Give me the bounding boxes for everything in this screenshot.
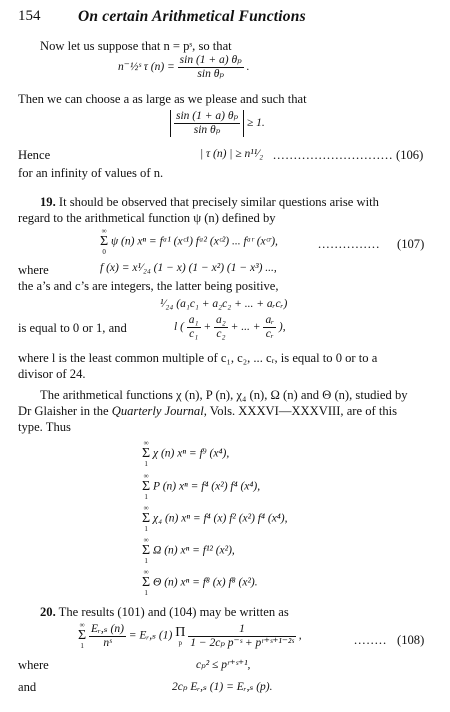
- summation-symbol: [100, 228, 108, 256]
- fraction-numerator: sin (1 + a) θₚ: [179, 54, 242, 66]
- leader-dots: .............................: [273, 148, 394, 162]
- equation-108-middle: = Eᵣ,ₛ (1): [128, 629, 173, 642]
- absolute-value: [170, 110, 244, 137]
- product-sign: Π: [175, 624, 186, 640]
- summation-symbol: [142, 569, 150, 597]
- sum-upper-limit: ∞: [79, 621, 85, 629]
- text-line: Then we can choose a as large as we please and such that: [18, 92, 307, 106]
- text-line: The arithmetical functions χ (n), P (n), χ₄ (n), Ω (n) and Θ (n), studied by: [40, 388, 408, 402]
- sum-sign: Σ: [142, 479, 151, 494]
- equation-107-body: ψ (n) xⁿ = fᵃ¹ (xᶜ¹) fᵃ² (xᶜ²) ... fᵃʳ (xᶜʳ),: [111, 235, 278, 248]
- summation-symbol: [142, 440, 150, 468]
- paragraph-text: It should be observed that precisely similar questions arise with: [58, 195, 379, 209]
- text-line: type. Thus: [18, 420, 71, 434]
- fraction-denominator: c₂: [216, 328, 226, 340]
- sum-lower-limit: 0: [102, 248, 106, 256]
- fraction-numerator: 1: [188, 623, 296, 637]
- paragraph-19-line-1: [40, 194, 379, 210]
- equation-number-106: (106): [396, 148, 424, 162]
- text-line: divisor of 24.: [18, 367, 86, 381]
- plus-sign: +: [203, 321, 212, 334]
- equation-2-rhs: ≥ 1.: [246, 117, 265, 130]
- sum-upper-limit: ∞: [143, 439, 149, 447]
- summation-symbol: [142, 473, 150, 501]
- equation-number-107: (107): [397, 237, 425, 251]
- sum-sign: Σ: [142, 446, 151, 461]
- fraction-denominator: sin θₚ: [197, 68, 224, 80]
- series-body: Ω (n) xⁿ = f¹² (x²),: [153, 544, 235, 557]
- series-chi: [142, 440, 229, 468]
- equation-l-start: l (: [174, 321, 184, 334]
- fraction-denominator: c₁: [189, 328, 199, 340]
- equation-1-lhs: n⁻½ˢ τ (n) =: [118, 61, 175, 74]
- series-body: P (n) xⁿ = f⁴ (x²) f⁴ (x⁴),: [153, 480, 261, 493]
- text-hence: Hence: [18, 148, 51, 162]
- fraction-denominator: nˢ: [103, 636, 112, 649]
- equation-1-fraction: [178, 54, 244, 81]
- equation-107: [100, 228, 278, 256]
- sum-sign: Σ: [78, 628, 87, 643]
- text-line: is equal to 0 or 1, and: [18, 321, 127, 335]
- fraction-numerator: Eᵣ,ₛ (n): [91, 622, 124, 635]
- sum-lower-limit: 1: [144, 493, 148, 501]
- text-line: where l is the least common multiple of c₁, c₂, ... cᵣ, is equal to 0 or to a: [18, 351, 378, 365]
- text-and: and: [18, 680, 37, 694]
- series-theta: [142, 569, 258, 597]
- sum-sign: Σ: [142, 511, 151, 526]
- equation-106: | τ (n) | ≥ n¹¹⁄₂: [200, 148, 264, 160]
- equation-sum-24: ¹⁄₂₄ (a₁c₁ + a₂c₂ + ... + aᵣcᵣ): [160, 298, 288, 310]
- fraction-denominator: cᵣ: [265, 328, 274, 340]
- fraction-numerator: aᵣ: [265, 314, 275, 326]
- leader-dots: ........: [354, 633, 388, 647]
- series-body: χ (n) xⁿ = f⁹ (x⁴),: [153, 447, 230, 460]
- text-line: Now let us suppose that n = pˢ, so that: [40, 39, 232, 53]
- fraction-denominator: 1 − 2cₚ p⁻ˢ + pʳ⁺ˢ⁺¹⁻²ˢ: [190, 636, 294, 649]
- section-number-19: 19.: [40, 195, 56, 209]
- fraction-numerator: a₁: [188, 314, 199, 326]
- text-where: where: [18, 263, 49, 277]
- page-number: 154: [18, 8, 41, 24]
- equation-last: 2cₚ Eᵣ,ₛ (1) = Eᵣ,ₛ (p).: [172, 681, 273, 693]
- fraction-numerator: sin (1 + a) θₚ: [176, 110, 239, 122]
- summation-symbol: [142, 505, 150, 533]
- equation-l-end: ),: [278, 321, 286, 334]
- equation-2: [170, 110, 265, 137]
- fraction-a1-c1: [187, 314, 201, 341]
- sum-lower-limit: 1: [144, 460, 148, 468]
- sum-upper-limit: ∞: [143, 568, 149, 576]
- sum-upper-limit: ∞: [143, 536, 149, 544]
- fraction-numerator: a₂: [216, 314, 226, 326]
- section-number-20: 20.: [40, 605, 56, 619]
- equation-2-fraction: [174, 110, 240, 137]
- paragraph-20-line-1: [40, 604, 289, 620]
- text-segment: , Vols. XXXVI—XXXVIII, are of this: [203, 404, 398, 418]
- fraction-denominator: sin θₚ: [193, 124, 221, 136]
- sum-upper-limit: ∞: [101, 227, 107, 235]
- series-body: χ₄ (n) xⁿ = f⁴ (x) f² (x²) f⁴ (x⁴),: [153, 512, 288, 525]
- series-chi4: [142, 505, 288, 533]
- sum-lower-limit: 1: [144, 525, 148, 533]
- sum-lower-limit: 1: [144, 557, 148, 565]
- ellipsis-terms: + ... +: [230, 321, 261, 334]
- text-line: for an infinity of values of n.: [18, 166, 164, 180]
- sum-upper-limit: ∞: [143, 504, 149, 512]
- text-line-glaisher: [18, 403, 397, 419]
- equation-108: ∞ Σ 1 $\frac{\text{Eᵣ,ₛ (n)}}{\text{nˢ}}$ = Eᵣ,ₛ (1) Π p $\frac{1}{\text{1 − 2cₚ p⁻ˢ + pʳ⁺ˢ⁺¹⁻²ˢ}}$ ,: [78, 621, 302, 650]
- fraction-euler-factor: [188, 623, 296, 650]
- equation-l: [174, 314, 286, 341]
- equation-1: n⁻½ˢ τ (n) = $\frac{\text{sin (1 + a) θₚ}}{\text{sin θₚ}}$ .: [118, 54, 250, 80]
- sum-upper-limit: ∞: [143, 472, 149, 480]
- text-where: where: [18, 658, 49, 672]
- fraction-e-over-n: [89, 623, 126, 650]
- series-p: [142, 473, 260, 501]
- equation-number-108: (108): [397, 633, 425, 647]
- text-line: the a’s and c’s are integers, the latter being positive,: [18, 279, 279, 293]
- page-header: [18, 8, 438, 28]
- series-body: Θ (n) xⁿ = f⁸ (x) f⁸ (x²).: [153, 576, 258, 589]
- fraction-a2-c2: [214, 314, 228, 341]
- text-segment: Dr Glaisher in the: [18, 404, 112, 418]
- product-symbol: [175, 626, 185, 647]
- sum-lower-limit: 1: [80, 642, 84, 650]
- equation-cp-bound: cₚ² ≤ pʳ⁺ˢ⁺¹,: [196, 659, 251, 671]
- summation-symbol: [78, 622, 86, 650]
- sum-sign: Σ: [100, 234, 109, 249]
- summation-symbol: [142, 537, 150, 565]
- running-title: On certain Arithmetical Functions: [78, 8, 306, 25]
- product-lower-limit: p: [178, 638, 183, 647]
- journal-title: Quarterly Journal: [111, 404, 204, 418]
- sum-sign: Σ: [142, 575, 151, 590]
- equation-f-definition: f (x) = x¹⁄₂₄ (1 − x) (1 − x²) (1 − x³) ...,: [100, 262, 277, 274]
- leader-dots: ...............: [318, 237, 381, 251]
- sum-sign: Σ: [142, 543, 151, 558]
- fraction-ar-cr: [263, 314, 276, 341]
- series-omega: [142, 537, 235, 565]
- paragraph-19-line-2: regard to the arithmetical function ψ (n) defined by: [18, 211, 276, 225]
- paragraph-text: The results (101) and (104) may be written as: [58, 605, 289, 619]
- sum-lower-limit: 1: [144, 589, 148, 597]
